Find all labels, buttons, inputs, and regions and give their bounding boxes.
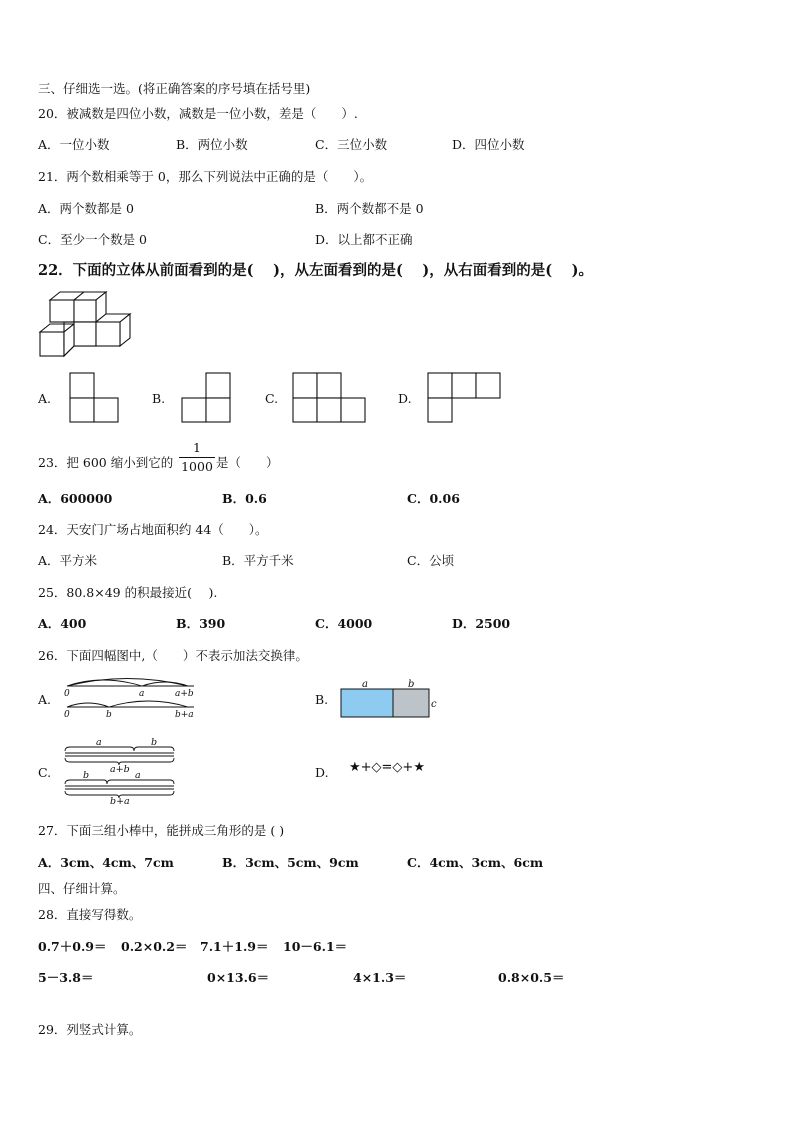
q26-rectangle-diagram (340, 678, 445, 720)
q21-option-b[interactable]: B．两个数都不是 0 (315, 201, 424, 216)
q22-view-d (428, 373, 502, 423)
rect-label-b: b (408, 679, 415, 690)
q23-stem-pre: 23．把 600 缩小到它的 (38, 455, 174, 470)
q22-view-b (182, 373, 232, 423)
q26-segment-diagram (62, 737, 180, 805)
q23-fraction (179, 440, 215, 475)
q25-option-a[interactable]: A．400 (38, 616, 87, 631)
q26-option-c[interactable]: C. (38, 765, 52, 780)
q20-stem: 20．被减数是四位小数，减数是一位小数，差是（ ）. (38, 106, 358, 121)
rect-label-a: a (362, 679, 368, 690)
q20-option-a[interactable]: A．一位小数 (38, 137, 110, 152)
nl2-bpa: b+a (175, 710, 194, 720)
q27-option-b[interactable]: B．3cm、5cm、9cm (222, 855, 359, 870)
q22-option-c[interactable]: C. (265, 391, 279, 406)
q26-option-d[interactable]: D. (315, 765, 329, 780)
nl1-zero: 0 (64, 689, 70, 699)
q20-option-d[interactable]: D．四位小数 (452, 137, 525, 152)
section-3-heading: 三、仔细选一选。(将正确答案的序号填在括号里) (38, 81, 311, 96)
q21-stem: 21．两个数相乘等于 0，那么下列说法中正确的是（ ）。 (38, 169, 373, 184)
q28-stem: 28．直接写得数。 (38, 907, 142, 922)
q23-option-c[interactable]: C．0.06 (407, 491, 460, 506)
rect-label-c: c (431, 699, 437, 710)
q22-cube-figure (40, 292, 135, 358)
q27-option-a[interactable]: A．3cm、4cm、7cm (38, 855, 174, 870)
q29-stem: 29．列竖式计算。 (38, 1022, 142, 1037)
nl2-zero: 0 (64, 710, 70, 720)
seg2-b: b (83, 770, 90, 781)
nl2-b: b (106, 710, 112, 720)
q22-option-b[interactable]: B. (152, 391, 166, 406)
q28-calc-5: 5－3.8＝ (38, 970, 94, 985)
seg1-a: a (96, 737, 102, 748)
q26-option-b[interactable]: B. (315, 692, 329, 707)
q26-number-line-diagram (62, 677, 202, 723)
q20-option-c[interactable]: C．三位小数 (315, 137, 388, 152)
q22-view-a (70, 373, 120, 423)
seg1-b: b (151, 737, 158, 748)
seg2-bpa: b+a (110, 796, 130, 807)
q27-option-c[interactable]: C．4cm、3cm、6cm (407, 855, 544, 870)
q22-option-d[interactable]: D. (398, 391, 412, 406)
q28-calc-2: 0.2×0.2＝ (121, 939, 188, 954)
q23-stem-post: 是（ ） (216, 455, 279, 470)
q27-stem: 27．下面三组小棒中，能拼成三角形的是 ( ) (38, 823, 285, 838)
q24-option-c[interactable]: C．公顷 (407, 553, 455, 568)
q28-calc-1: 0.7＋0.9＝ (38, 939, 107, 954)
q28-calc-6: 0×13.6＝ (207, 970, 270, 985)
q25-stem: 25．80.8×49 的积最接近( ). (38, 585, 218, 600)
q23-option-a[interactable]: A．600000 (38, 491, 113, 506)
q28-calc-8: 0.8×0.5＝ (498, 970, 565, 985)
q22-stem: 22．下面的立体从前面看到的是( )，从左面看到的是( )，从右面看到的是( )。 (38, 262, 593, 279)
q25-option-b[interactable]: B．390 (176, 616, 226, 631)
q24-option-b[interactable]: B．平方千米 (222, 553, 294, 568)
q20-option-b[interactable]: B．两位小数 (176, 137, 248, 152)
q28-calc-4: 10－6.1＝ (283, 939, 348, 954)
q26-stem: 26．下面四幅图中,（ ）不表示加法交换律。 (38, 648, 308, 663)
q24-stem: 24．天安门广场占地面积约 44（ ）。 (38, 522, 268, 537)
q23-option-b[interactable]: B．0.6 (222, 491, 267, 506)
q21-option-a[interactable]: A．两个数都是 0 (38, 201, 134, 216)
q26-star-diamond-expression: ★+◇=◇+★ (349, 760, 425, 775)
q25-option-d[interactable]: D．2500 (452, 616, 511, 631)
q22-option-a[interactable]: A. (38, 391, 52, 406)
q26-option-a[interactable]: A. (38, 692, 52, 707)
nl1-apb: a+b (175, 689, 194, 699)
section-4-heading: 四、仔细计算。 (38, 881, 126, 896)
nl1-a: a (139, 689, 145, 699)
q22-view-c (293, 373, 367, 423)
seg2-a: a (135, 770, 141, 781)
q24-option-a[interactable]: A．平方米 (38, 553, 98, 568)
q28-calc-3: 7.1＋1.9＝ (200, 939, 269, 954)
q28-calc-7: 4×1.3＝ (353, 970, 407, 985)
seg1-apb: a+b (110, 764, 130, 775)
q23-fraction-denominator: 1000 (181, 459, 213, 474)
q21-option-d[interactable]: D．以上都不正确 (315, 232, 413, 247)
q23-fraction-numerator: 1 (193, 440, 201, 455)
q21-option-c[interactable]: C．至少一个数是 0 (38, 232, 147, 247)
q25-option-c[interactable]: C．4000 (315, 616, 373, 631)
